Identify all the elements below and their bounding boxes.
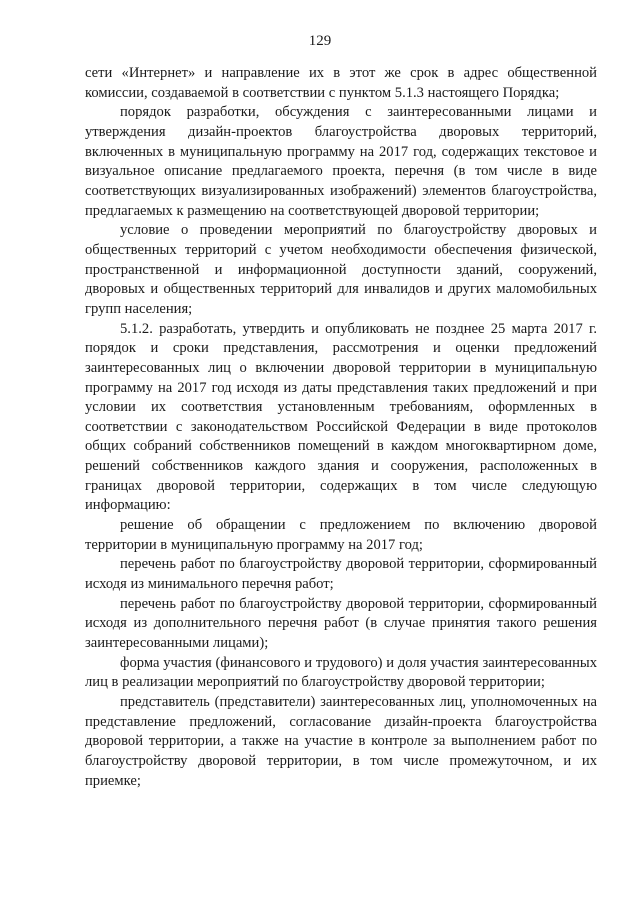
paragraph-accessibility: условие о проведении мероприятий по благоустройству дворовых и общественных территорий с учетом необходимости обеспечения физической, пространственной и информационной доступности зданий, сооружений, дворовых и общественных территорий для инвалидов и других маломобильных групп населения;	[85, 222, 597, 317]
paragraph-additional-works: перечень работ по благоустройству дворовой территории, сформированный исходя из дополнительного перечня работ (в случае принятия такого решения заинтересованными лицами);	[85, 595, 597, 652]
paragraph-5-1-2: 5.1.2. разработать, утвердить и опубликовать не позднее 25 марта 2017 г. порядок и сроки представления, рассмотрения и оценки предложений заинтересованных лиц о включении дворовой территории в муниципальную программу на 2017 год исходя из даты представления таких предложений и при условии их соответствия установленным требованиям, оформленных в соответствии с законодательством Российской Федерации в виде протоколов общих собраний собственников помещений в каждом многоквартирном доме, решений собственников каждого здания и сооружения, расположенных в границах дворовой территории, содержащих в том числе следующую информацию:	[85, 320, 597, 514]
paragraph-representatives: представитель (представители) заинтересованных лиц, уполномоченных на представление предложений, согласование дизайн-проекта благоустройства дворовой территории, а также на участие в контроле за выполнением работ по благоустройству дворовой территории, в том числе промежуточном, и их приемке;	[85, 694, 597, 789]
paragraph-continuation: сети «Интернет» и направление их в этот же срок в адрес общественной комиссии, создаваемой в соответствии с пунктом 5.1.3 настоящего Порядка;	[85, 65, 597, 101]
paragraph-minimal-works: перечень работ по благоустройству дворовой территории, сформированный исходя из минимального перечня работ;	[85, 556, 597, 593]
paragraph-decision: решение об обращении с предложением по включению дворовой территории в муниципальную программу на 2017 год;	[85, 517, 597, 553]
paragraph-design-projects: порядок разработки, обсуждения с заинтересованными лицами и утверждения дизайн-проектов благоустройства дворовых территорий, включенных в муниципальную программу на 2017 год, содержащих текстовое и визуальное описание предлагаемого проекта, перечня (в том числе в виде соответствующих визуализированных изображений) элементов благоустройства, предлагаемых к размещению на соответствующей дворовой территории;	[85, 104, 597, 219]
body-text	[85, 64, 597, 791]
page-number: 129	[308, 33, 332, 49]
paragraph-participation-form: форма участия (финансового и трудового) и доля участия заинтересованных лиц в реализации мероприятий по благоустройству дворовой территории;	[85, 654, 597, 691]
